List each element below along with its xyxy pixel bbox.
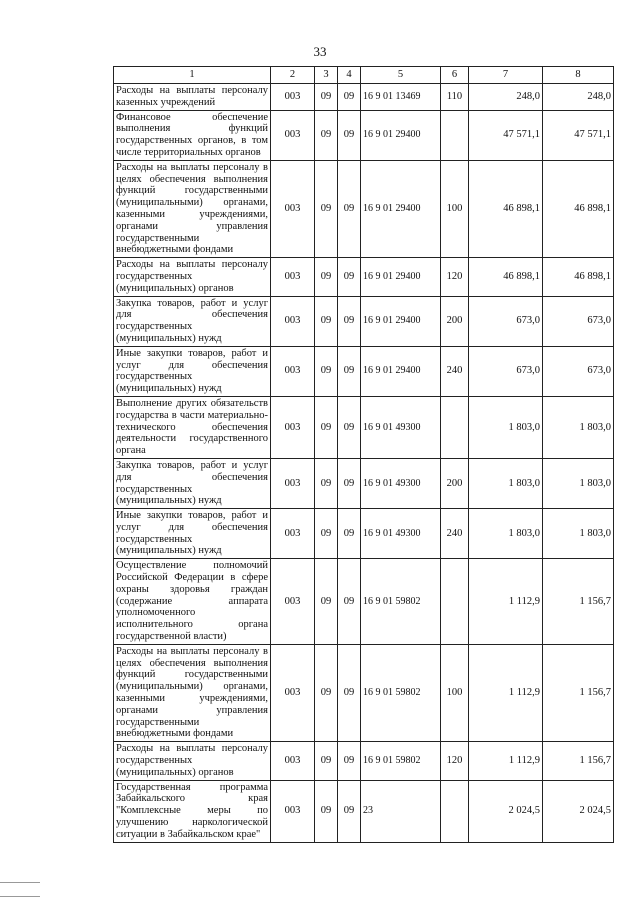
amount-year2-cell: 1 803,0 bbox=[543, 396, 614, 458]
table-row bbox=[114, 509, 614, 559]
subsection-cell: 09 bbox=[338, 110, 361, 160]
target-article-cell: 23 bbox=[361, 780, 441, 842]
ministry-code-cell: 003 bbox=[271, 84, 315, 111]
amount-year1-cell: 46 898,1 bbox=[469, 258, 543, 296]
section-cell: 09 bbox=[315, 458, 338, 508]
table-header-row bbox=[114, 67, 614, 84]
amount-year2-cell: 46 898,1 bbox=[543, 258, 614, 296]
section-cell: 09 bbox=[315, 84, 338, 111]
subsection-cell: 09 bbox=[338, 742, 361, 780]
expense-type-cell: 100 bbox=[441, 644, 469, 741]
table-row bbox=[114, 396, 614, 458]
expense-type-cell: 120 bbox=[441, 258, 469, 296]
amount-year1-cell: 1 803,0 bbox=[469, 509, 543, 559]
table-row bbox=[114, 110, 614, 160]
column-header: 6 bbox=[441, 67, 469, 84]
ministry-code-cell: 003 bbox=[271, 509, 315, 559]
amount-year2-cell: 248,0 bbox=[543, 84, 614, 111]
expense-name-cell: Финансовое обеспечение выполнения функций государственных органов, в том числе территориальных органов bbox=[114, 110, 271, 160]
target-article-cell: 16 9 01 59802 bbox=[361, 644, 441, 741]
ministry-code-cell: 003 bbox=[271, 780, 315, 842]
section-cell: 09 bbox=[315, 160, 338, 257]
target-article-cell: 16 9 01 29400 bbox=[361, 258, 441, 296]
expense-type-cell: 240 bbox=[441, 346, 469, 396]
expense-type-cell: 100 bbox=[441, 160, 469, 257]
section-cell: 09 bbox=[315, 110, 338, 160]
target-article-cell: 16 9 01 29400 bbox=[361, 346, 441, 396]
budget-table bbox=[113, 66, 614, 843]
table-row bbox=[114, 458, 614, 508]
amount-year2-cell: 1 156,7 bbox=[543, 742, 614, 780]
amount-year2-cell: 2 024,5 bbox=[543, 780, 614, 842]
amount-year2-cell: 673,0 bbox=[543, 346, 614, 396]
subsection-cell: 09 bbox=[338, 509, 361, 559]
expense-type-cell bbox=[441, 559, 469, 645]
expense-type-cell bbox=[441, 396, 469, 458]
table-row bbox=[114, 84, 614, 111]
amount-year1-cell: 248,0 bbox=[469, 84, 543, 111]
expense-name-cell: Осуществление полномочий Российской Федерации в сфере охраны здоровья граждан (содержание аппарата уполномоченного исполнительного органа государственной власти) bbox=[114, 559, 271, 645]
expense-type-cell: 240 bbox=[441, 509, 469, 559]
expense-name-cell: Расходы на выплаты персоналу в целях обеспечения выполнения функций государственными (муниципальными) органами, казенными учреждениями, органами управления государственными внебюджетными фондами bbox=[114, 644, 271, 741]
amount-year1-cell: 1 112,9 bbox=[469, 644, 543, 741]
table-row bbox=[114, 258, 614, 296]
expense-type-cell: 120 bbox=[441, 742, 469, 780]
column-header: 7 bbox=[469, 67, 543, 84]
subsection-cell: 09 bbox=[338, 296, 361, 346]
expense-name-cell: Расходы на выплаты персоналу государственных (муниципальных) органов bbox=[114, 258, 271, 296]
subsection-cell: 09 bbox=[338, 346, 361, 396]
column-header: 3 bbox=[315, 67, 338, 84]
target-article-cell: 16 9 01 59802 bbox=[361, 742, 441, 780]
amount-year1-cell: 1 803,0 bbox=[469, 458, 543, 508]
amount-year1-cell: 673,0 bbox=[469, 296, 543, 346]
table-row bbox=[114, 296, 614, 346]
table-row bbox=[114, 742, 614, 780]
amount-year1-cell: 2 024,5 bbox=[469, 780, 543, 842]
target-article-cell: 16 9 01 59802 bbox=[361, 559, 441, 645]
subsection-cell: 09 bbox=[338, 160, 361, 257]
expense-name-cell: Расходы на выплаты персоналу в целях обеспечения выполнения функций государственными (муниципальными) органами, казенными учреждениями, органами управления государственными внебюджетными фондами bbox=[114, 160, 271, 257]
ministry-code-cell: 003 bbox=[271, 742, 315, 780]
section-cell: 09 bbox=[315, 346, 338, 396]
target-article-cell: 16 9 01 49300 bbox=[361, 509, 441, 559]
subsection-cell: 09 bbox=[338, 396, 361, 458]
amount-year1-cell: 1 803,0 bbox=[469, 396, 543, 458]
column-header: 2 bbox=[271, 67, 315, 84]
expense-type-cell: 200 bbox=[441, 458, 469, 508]
target-article-cell: 16 9 01 49300 bbox=[361, 458, 441, 508]
ministry-code-cell: 003 bbox=[271, 160, 315, 257]
section-cell: 09 bbox=[315, 509, 338, 559]
table-row bbox=[114, 559, 614, 645]
section-cell: 09 bbox=[315, 559, 338, 645]
amount-year1-cell: 1 112,9 bbox=[469, 559, 543, 645]
expense-name-cell: Закупка товаров, работ и услуг для обеспечения государственных (муниципальных) нужд bbox=[114, 296, 271, 346]
page-number: 33 bbox=[313, 44, 327, 59]
table-row bbox=[114, 160, 614, 257]
ministry-code-cell: 003 bbox=[271, 110, 315, 160]
amount-year2-cell: 1 803,0 bbox=[543, 458, 614, 508]
expense-name-cell: Иные закупки товаров, работ и услуг для обеспечения государственных (муниципальных) нужд bbox=[114, 509, 271, 559]
amount-year2-cell: 1 156,7 bbox=[543, 559, 614, 645]
section-cell: 09 bbox=[315, 296, 338, 346]
table-row bbox=[114, 644, 614, 741]
column-header: 1 bbox=[114, 67, 271, 84]
subsection-cell: 09 bbox=[338, 644, 361, 741]
expense-name-cell: Расходы на выплаты персоналу казенных учреждений bbox=[114, 84, 271, 111]
amount-year2-cell: 46 898,1 bbox=[543, 160, 614, 257]
section-cell: 09 bbox=[315, 742, 338, 780]
subsection-cell: 09 bbox=[338, 258, 361, 296]
amount-year1-cell: 673,0 bbox=[469, 346, 543, 396]
target-article-cell: 16 9 01 29400 bbox=[361, 160, 441, 257]
expense-name-cell: Выполнение других обязательств государства в части материально-технического обеспечения деятельности государственного органа bbox=[114, 396, 271, 458]
ministry-code-cell: 003 bbox=[271, 396, 315, 458]
section-cell: 09 bbox=[315, 396, 338, 458]
subsection-cell: 09 bbox=[338, 559, 361, 645]
column-header: 5 bbox=[361, 67, 441, 84]
subsection-cell: 09 bbox=[338, 458, 361, 508]
target-article-cell: 16 9 01 49300 bbox=[361, 396, 441, 458]
target-article-cell: 16 9 01 13469 bbox=[361, 84, 441, 111]
amount-year2-cell: 47 571,1 bbox=[543, 110, 614, 160]
expense-type-cell bbox=[441, 780, 469, 842]
subsection-cell: 09 bbox=[338, 780, 361, 842]
subsection-cell: 09 bbox=[338, 84, 361, 111]
amount-year1-cell: 1 112,9 bbox=[469, 742, 543, 780]
amount-year1-cell: 46 898,1 bbox=[469, 160, 543, 257]
section-cell: 09 bbox=[315, 258, 338, 296]
table-row bbox=[114, 780, 614, 842]
scan-edge-mark bbox=[0, 882, 40, 883]
expense-type-cell bbox=[441, 110, 469, 160]
column-header: 8 bbox=[543, 67, 614, 84]
amount-year2-cell: 673,0 bbox=[543, 296, 614, 346]
column-header: 4 bbox=[338, 67, 361, 84]
section-cell: 09 bbox=[315, 780, 338, 842]
expense-name-cell: Расходы на выплаты персоналу государственных (муниципальных) органов bbox=[114, 742, 271, 780]
expense-name-cell: Государственная программа Забайкальского края "Комплексные меры по улучшению наркологической ситуации в Забайкальском крае" bbox=[114, 780, 271, 842]
amount-year2-cell: 1 803,0 bbox=[543, 509, 614, 559]
expense-type-cell: 110 bbox=[441, 84, 469, 111]
ministry-code-cell: 003 bbox=[271, 346, 315, 396]
expense-name-cell: Закупка товаров, работ и услуг для обеспечения государственных (муниципальных) нужд bbox=[114, 458, 271, 508]
amount-year2-cell: 1 156,7 bbox=[543, 644, 614, 741]
ministry-code-cell: 003 bbox=[271, 559, 315, 645]
ministry-code-cell: 003 bbox=[271, 458, 315, 508]
ministry-code-cell: 003 bbox=[271, 296, 315, 346]
expense-name-cell: Иные закупки товаров, работ и услуг для обеспечения государственных (муниципальных) нужд bbox=[114, 346, 271, 396]
table-row bbox=[114, 346, 614, 396]
scan-edge-mark bbox=[0, 896, 40, 897]
expense-type-cell: 200 bbox=[441, 296, 469, 346]
ministry-code-cell: 003 bbox=[271, 258, 315, 296]
section-cell: 09 bbox=[315, 644, 338, 741]
target-article-cell: 16 9 01 29400 bbox=[361, 110, 441, 160]
target-article-cell: 16 9 01 29400 bbox=[361, 296, 441, 346]
amount-year1-cell: 47 571,1 bbox=[469, 110, 543, 160]
ministry-code-cell: 003 bbox=[271, 644, 315, 741]
